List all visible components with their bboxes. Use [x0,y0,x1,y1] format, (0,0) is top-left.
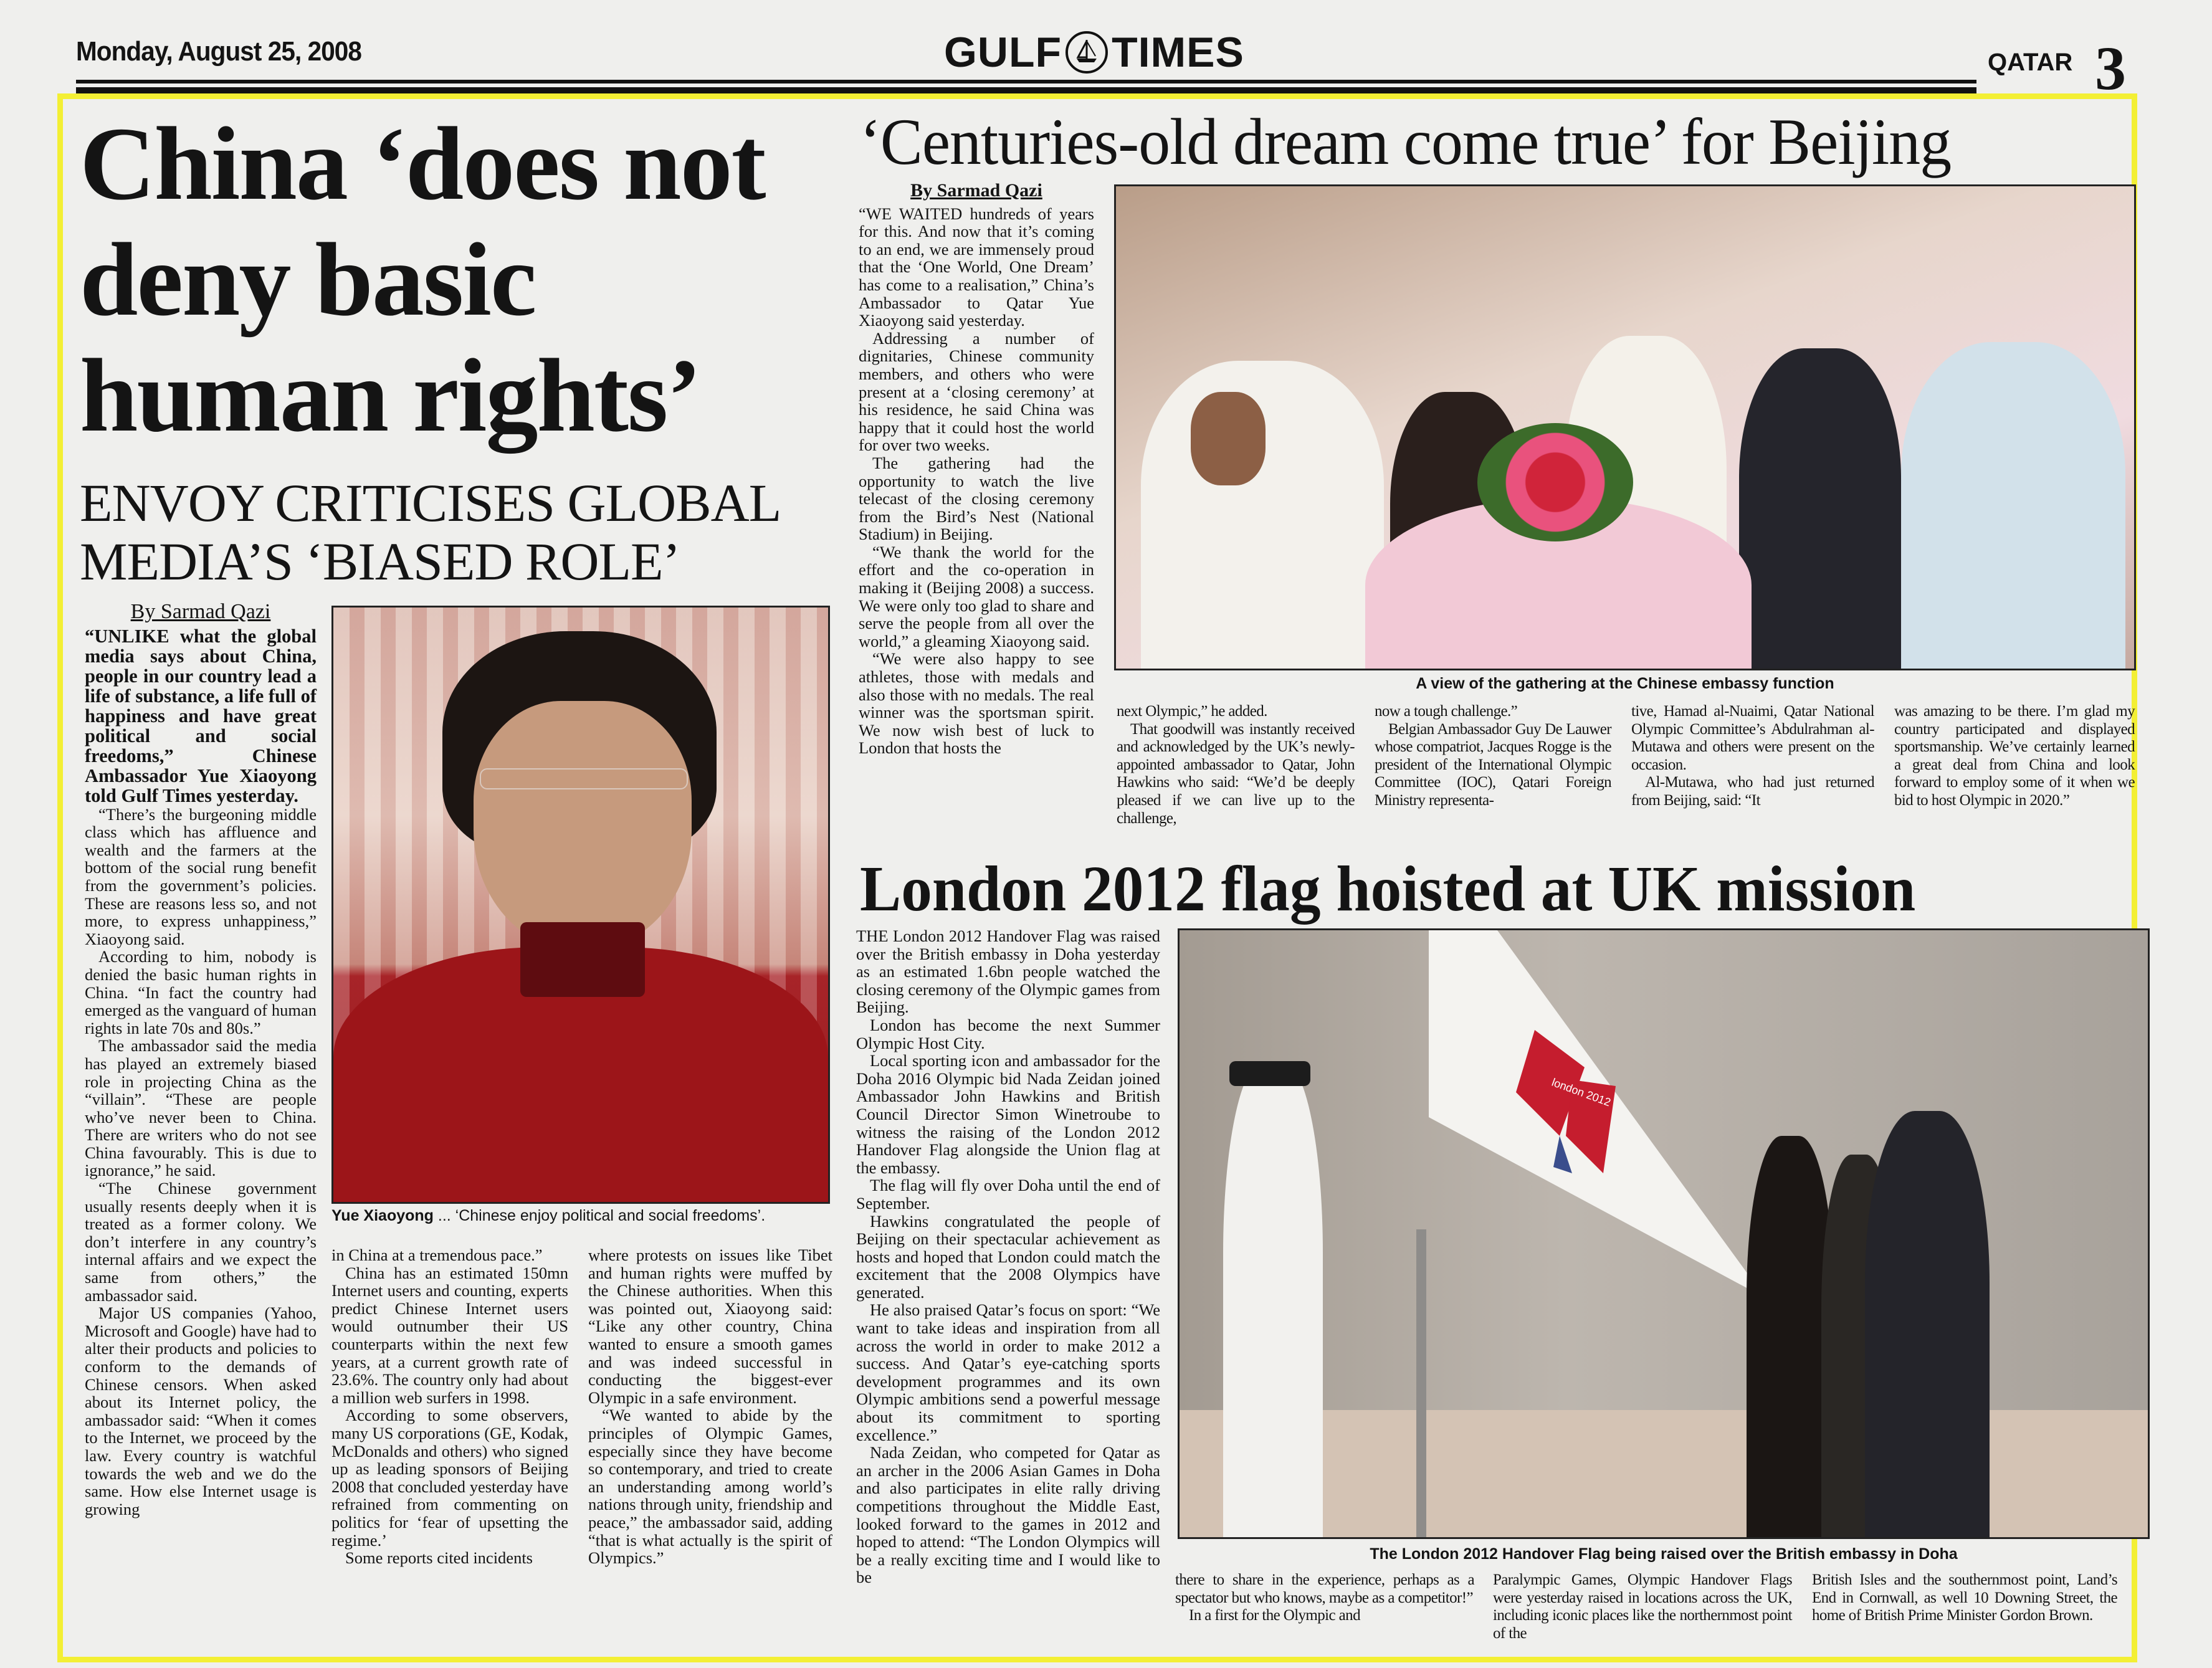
paragraph: now a tough challenge.” [1375,703,1518,720]
paragraph: According to some observers, many US corporations (GE, Kodak, McDonalds and others) who signed up as leading sponsors of Beijing 2008 that concluded yesterday have refrained from commenting on politics for ‘fear of upsetting the regime.’ [331,1406,568,1550]
paragraph: Belgian Ambassador Guy De Lauwer whose compatriot, Jacques Rogge is the president of the International Olympic Committee (IOC), Qatari Foreign Ministry representa- [1375,720,1611,809]
beijing-column-2 [1117,703,1355,827]
china-column-2 [331,1246,568,1567]
beijing-column-1 [859,182,1094,757]
paragraph: British Isles and the southernmost point, Land’s End in Cornwall, as well 10 Downing Street, the home of British Prime Minister Gordon Brown. [1812,1571,2117,1624]
paragraph: Major US companies (Yahoo, Microsoft and Google) have had to alter their products and policies to conform to the demands of Chinese censors. When asked about its Internet policy, the ambassador said: “When it comes to the Internet, we proceed by the law. Every country is watchful towards the web and we do the same. How else Internet usage is growing [85,1303,317,1518]
paragraph: where protests on issues like Tibet and human rights were muffed by the Chinese authorities. When this was pointed out, Xiaoyong said: “Like any other country, China wanted to ensure a smooth games and was indeed successful in conducting the biggest-ever Olympic in a safe environment. [588,1246,832,1407]
paragraph: tive, Hamad al-Nuaimi, Qatar National Olympic Committee’s Abdulrahman al-Mutawa and others were present on the occasion. [1631,703,1874,773]
page-number: 3 [2095,34,2126,103]
byline: By Sarmad Qazi [130,600,271,623]
paragraph: next Olympic,” he added. [1117,703,1267,720]
issue-date: Monday, August 25, 2008 [76,36,361,67]
paragraph: there to share in the experience, perhaps as a spectator but who knows, maybe as a competitor!” [1175,1571,1474,1606]
paragraph: Al-Mutawa, who had just returned from Beijing, said: “It [1631,774,1874,809]
subheadline-china: ENVOY CRITICISES GLOBAL MEDIA’S ‘BIASED ROLE’ [80,473,779,591]
paragraph: The gathering had the opportunity to watch the live telecast of the closing ceremony from the Bird’s Nest (National Stadium) in Beijing. [859,453,1094,544]
headline-london: London 2012 flag hoisted at UK mission [860,853,1916,925]
paragraph: was amazing to be there. I’m glad my country participated and displayed sportsmanship. We’ve certainly learned a great deal from China and look forward to employ some of it when we bid to host Olympic in 2020.” [1894,703,2135,809]
byline: By Sarmad Qazi [910,180,1042,201]
dhow-boat-icon [1065,31,1108,74]
paragraph: in China at a tremendous pace.” [331,1246,543,1264]
photo-caption-flag: The London 2012 Handover Flag being raised over the British embassy in Doha [1370,1545,1958,1563]
london-column-2 [1175,1571,1474,1625]
paragraph: “The Chinese government usually resents deeply when it is treated as a former colony. We don’t interfere in any country’s internal affairs and we expect the same from others,” the ambassador said. [85,1179,317,1305]
headline-china: China ‘does not deny basic human rights’ [80,106,765,454]
paragraph: According to him, nobody is denied the basic human rights in China. “In fact the country had emerged as the vanguard of human rights in late 70s and 80s.” [85,947,317,1037]
paragraph: London has become the next Summer Olympic Host City. [856,1015,1160,1052]
paragraph: Paralympic Games, Olympic Handover Flags were yesterday raised in locations across the UK, including iconic places like the northernmost point of the [1493,1571,1792,1642]
london-column-3 [1493,1571,1792,1642]
logo-word-gulf: GULF [944,29,1062,76]
masthead-rule-thin [76,80,1976,83]
london-column-1 [856,927,1160,1586]
paragraph: Local sporting icon and ambassador for the Doha 2016 Olympic bid Nada Zeidan joined Ambassador John Hawkins and British Council Director Simon Winetroube to witness the raising of the London 2012 Handover Flag alongside the Union flag at the embassy. [856,1051,1160,1177]
photo-caption-portrait [331,1206,830,1225]
paragraph: That goodwill was instantly received and acknowledged by the UK’s newly-appointed ambassador to Qatar, John Hawkins who said: “We’d be deeply pleased if we can live up to the challenge, [1117,720,1355,827]
beijing-column-5 [1894,703,2135,810]
paragraph: “WE WAITED hundreds of years for this. And now that it’s coming to an end, we are immensely proud that the ‘One World, One Dream’ has come to a realisation,” China’s Ambassador to Qatar Yue Xiaoyong said yesterday. [859,204,1094,330]
paragraph: Some reports cited incidents [345,1548,533,1568]
paragraph: “We were also happy to see athletes, those with medals and also those with no medals. The real winner was the sportsman spirit. We now wish best of luck to London that hosts the [859,649,1094,758]
photo-yue-xiaoyong [331,606,830,1204]
paragraph: The flag will fly over Doha until the end of September. [856,1176,1160,1213]
paragraph: He also praised Qatar’s focus on sport: “We want to take ideas and inspiration from all across the world in order to make 2012 a success. And Qatar’s eye-catching sports development programmes and its own Olympic ambitions send a powerful message about its commitment to sporting excellence.” [856,1300,1160,1444]
caption-text: ... ‘Chinese enjoy political and social freedoms’. [433,1207,766,1224]
paragraph: “There’s the burgeoning middle class which has affluence and wealth and the farmers at the bottom of the social rung benefit from the government’s policies. These are reasons less so, and not more, to express unhappiness,” Xiaoyong said. [85,804,317,948]
caption-name: Yue Xiaoyong [331,1207,434,1224]
paragraph: Addressing a number of dignitaries, Chinese community members, and others who were present at a ‘closing ceremony’ at his residence, he said China was happy that it could host the world for over two weeks. [859,328,1094,455]
paragraph: Nada Zeidan, who competed for Qatar as an archer in the 2006 Asian Games in Doha and also participates in elite rally driving competitions throughout the Middle East, looked forward to the games in 2012 and hoped to attend: “The London Olympics will be a really exciting time and I would like to be [856,1443,1160,1587]
beijing-column-3 [1375,703,1611,810]
china-column-1 [85,600,317,1518]
newspaper-logo [944,28,1244,77]
beijing-column-4 [1631,703,1874,810]
paragraph: In a first for the Olympic and [1189,1607,1360,1624]
paragraph: THE London 2012 Handover Flag was raised over the British embassy in Doha yesterday as an estimated 1.6bn people watched the closing ceremony of the Olympic games from Beijing. [856,927,1160,1017]
section-label: QATAR [1988,49,2073,76]
paragraph: China has an estimated 150mn Internet users and counting, experts predict Chinese Internet users would outnumber their US counterparts within the next few years, at a current growth rate of 23.6%. The country only had about a million web surfers in 1998. [331,1263,568,1407]
paragraph: The ambassador said the media has played an extremely biased role in projecting China as the “villain”. “These are people who’ve never been to China. There are writers who do not see China favourably. This is due to ignorance,” he said. [85,1036,317,1180]
logo-word-times: TIMES [1112,29,1244,76]
lead-paragraph: “UNLIKE what the global media says about China, people in our country lead a life of substance, a life full of happiness and have great political and social freedoms,” Chinese Ambassador Yue Xiaoyong told Gulf Times yesterday. [85,625,317,806]
paragraph: Hawkins congratulated the people of Beijing on their spectacular achievement as hosts and hoped that London could match the excitement that the 2008 Olympics have generated. [856,1211,1160,1302]
headline-beijing: ‘Centuries-old dream come true’ for Beijing [860,105,1952,178]
photo-flag-raising [1178,928,2150,1539]
photo-caption-gathering: A view of the gathering at the Chinese embassy function [1416,675,1834,692]
flag-logo-text: london 2012 [1550,1075,1613,1109]
paragraph: “We thank the world for the effort and the co-operation in making it (Beijing 2008) a success. We were only too glad to share and serve the people from all over the world,” a gleaming Xiaoyong said. [859,542,1094,651]
masthead-rule-thick [76,87,1976,93]
photo-embassy-gathering [1114,184,2136,670]
china-column-3 [588,1246,832,1567]
london-column-4 [1812,1571,2117,1625]
paragraph: “We wanted to abide by the principles of Olympic Games, especially since they have become so contemporary, and tried to create an understanding among world’s nations through unity, friendship and peace,” the ambassador said, adding “that is what actually is the spirit of Olympics.” [588,1406,832,1568]
